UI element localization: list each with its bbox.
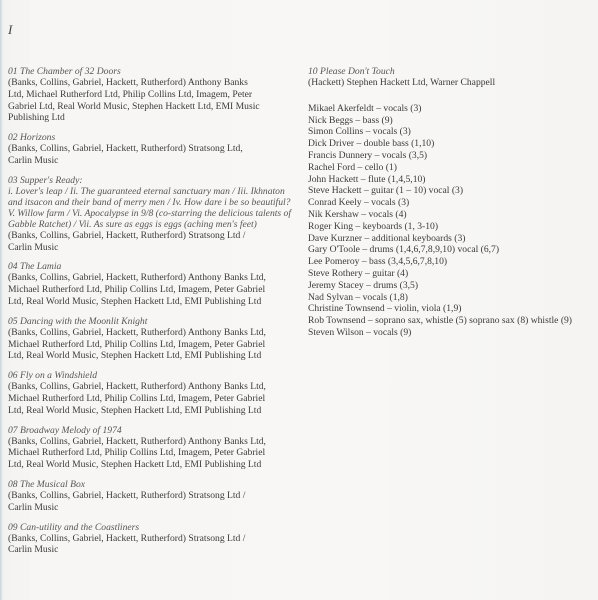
musician-credit: Simon Collins – vocals (3) [308, 126, 411, 138]
track-line: Ltd, Real World Music, Stephen Hackett Ltd, EMI Publishing Ltd [8, 404, 262, 416]
musician-credit: Nad Sylvan – vocals (1,8) [308, 291, 408, 303]
track-publishing [8, 77, 300, 124]
musician-credit: Jeremy Stacey – drums (3,5) [308, 279, 419, 291]
track-title: 09 Can-utility and the Coastliners [8, 521, 140, 533]
musician-credit: Roger King – keyboards (1, 3-10) [308, 220, 439, 232]
track-publishing [8, 230, 300, 254]
track-title: 02 Horizons [8, 132, 56, 144]
track-publishing [8, 490, 300, 514]
track-entry [8, 425, 300, 471]
track-publishing [308, 77, 594, 89]
track-line: (Banks, Collins, Gabriel, Hackett, Rutherford) Stratsong Ltd / [8, 489, 246, 501]
track-line: Gabriel Ltd, Real World Music, Stephen Hackett Ltd, EMI Music [8, 100, 260, 112]
page-mark: I [8, 22, 13, 37]
movement-line: Gabble Ratchet) / Vii. As sure as eggs is eggs (aching men's feet) [8, 218, 257, 230]
musician-credit: Nik Kershaw – vocals (4) [308, 208, 407, 220]
track-line: Ltd, Real World Music, Stephen Hackett Ltd, EMI Publishing Ltd [8, 350, 262, 362]
track-entry [8, 370, 300, 416]
musician-credit: Steven Wilson – vocals (9) [308, 326, 412, 338]
musician-credit: Christine Townsend – violin, viola (1,9) [308, 303, 462, 315]
movement-line: V. Willow farm / Vi. Apocalypse in 9/8 (co-starring the delicious talents of [8, 207, 291, 219]
track-line: (Banks, Collins, Gabriel, Hackett, Rutherford) Anthony Banks [8, 77, 248, 88]
track-entry [8, 132, 300, 167]
musician-credit: Dave Kurzner – additional keyboards (3) [308, 232, 466, 244]
track-title: 10 Please Don't Touch [308, 66, 395, 77]
track-publishing [8, 327, 300, 362]
track-line: Carlin Music [8, 154, 59, 166]
musician-credit: Mikael Akerfeldt – vocals (3) [308, 102, 422, 114]
track-line: (Banks, Collins, Gabriel, Hackett, Rutherford) Stratsong Ltd / [8, 229, 246, 241]
musician-credits-column [308, 66, 594, 339]
musician-credit: Rob Townsend – soprano sax, whistle (5) soprano sax (8) whistle (9) [308, 315, 573, 327]
track-line: (Banks, Collins, Gabriel, Hackett, Rutherford) Anthony Banks Ltd, [8, 435, 266, 447]
track-title: 04 The Lamia [8, 261, 62, 273]
track-line: (Banks, Collins, Gabriel, Hackett, Rutherford) Anthony Banks Ltd, [8, 381, 266, 393]
track-entry [8, 175, 300, 254]
musician-credit: Lee Pomeroy – bass (3,4,5,6,7,8,10) [308, 256, 448, 268]
track-line: Carlin Music [8, 501, 59, 513]
track-line: Carlin Music [8, 241, 59, 253]
musician-credit: Nick Beggs – bass (9) [308, 114, 393, 126]
track-line: Ltd, Real World Music, Stephen Hackett Ltd, EMI Publishing Ltd [8, 295, 262, 307]
track-line: Ltd, Real World Music, Stephen Hackett Ltd, EMI Publishing Ltd [8, 459, 262, 471]
musician-credit: Francis Dunnery – vocals (3,5) [308, 149, 428, 161]
track-entry [308, 66, 594, 89]
track-title: 06 Fly on a Windshield [8, 370, 97, 382]
musician-credit: John Hackett – flute (1,4,5,10) [308, 173, 426, 185]
track-line: Michael Rutherford Ltd, Philip Collins Ltd, Imagem, Peter Gabriel [8, 392, 266, 404]
track-entry [8, 479, 300, 514]
track-line: Michael Rutherford Ltd, Philip Collins Ltd, Imagem, Peter Gabriel [8, 447, 266, 459]
track-title: 08 The Musical Box [8, 478, 86, 490]
movement-line: and itsacon and their band of merry men / Iv. How dare i be so beautiful? [8, 196, 291, 208]
track-publishing [8, 533, 300, 557]
track-entry [8, 261, 300, 307]
track-publishing [8, 272, 300, 307]
musician-list [308, 103, 594, 339]
track-publishing [8, 436, 300, 471]
page-edge [0, 0, 3, 600]
track-line: (Banks, Collins, Gabriel, Hackett, Rutherford) Anthony Banks Ltd, [8, 272, 266, 284]
track-title: 01 The Chamber of 32 Doors [8, 66, 121, 77]
track-title: 05 Dancing with the Moonlit Knight [8, 315, 148, 327]
track-line: (Banks, Collins, Gabriel, Hackett, Rutherford) Stratsong Ltd / [8, 532, 246, 544]
track-entry [8, 522, 300, 557]
track-line: Ltd, Michael Rutherford Ltd, Philip Collins Ltd, Imagem, Peter [8, 88, 253, 100]
musician-credit: Conrad Keely – vocals (3) [308, 197, 410, 209]
track-publishing [8, 381, 300, 416]
track-line: Michael Rutherford Ltd, Philip Collins Ltd, Imagem, Peter Gabriel [8, 338, 266, 350]
track-line: Michael Rutherford Ltd, Philip Collins Ltd, Imagem, Peter Gabriel [8, 284, 266, 296]
musician-credit: Steve Hackett – guitar (1 – 10) vocal (3) [308, 185, 464, 197]
track-title: 07 Broadway Melody of 1974 [8, 424, 122, 436]
track-line: (Hackett) Stephen Hackett Ltd, Warner Chappell [308, 77, 496, 88]
track-line: (Banks, Collins, Gabriel, Hackett, Rutherford) Stratsong Ltd, [8, 143, 243, 155]
track-title: 03 Supper's Ready: [8, 174, 83, 186]
musician-credit: Steve Rothery – guitar (4) [308, 267, 409, 279]
musician-credit: Gary O'Toole – drums (1,4,6,7,8,9,10) vocal (6,7) [308, 244, 500, 256]
musician-credit: Rachel Ford – cello (1) [308, 161, 397, 173]
movement-line: i. Lover's leap / Ii. The guaranteed eternal sanctuary man / Iii. Ikhnaton [8, 185, 285, 197]
track-line: Carlin Music [8, 544, 59, 556]
track-publishing [8, 143, 300, 167]
track-credits-column [8, 66, 300, 564]
track-entry [8, 316, 300, 362]
track-entry [8, 66, 300, 124]
track-line: (Banks, Collins, Gabriel, Hackett, Rutherford) Anthony Banks Ltd, [8, 326, 266, 338]
musician-credit: Dick Driver – double bass (1,10) [308, 138, 435, 150]
track-line: Publishing Ltd [8, 112, 65, 124]
